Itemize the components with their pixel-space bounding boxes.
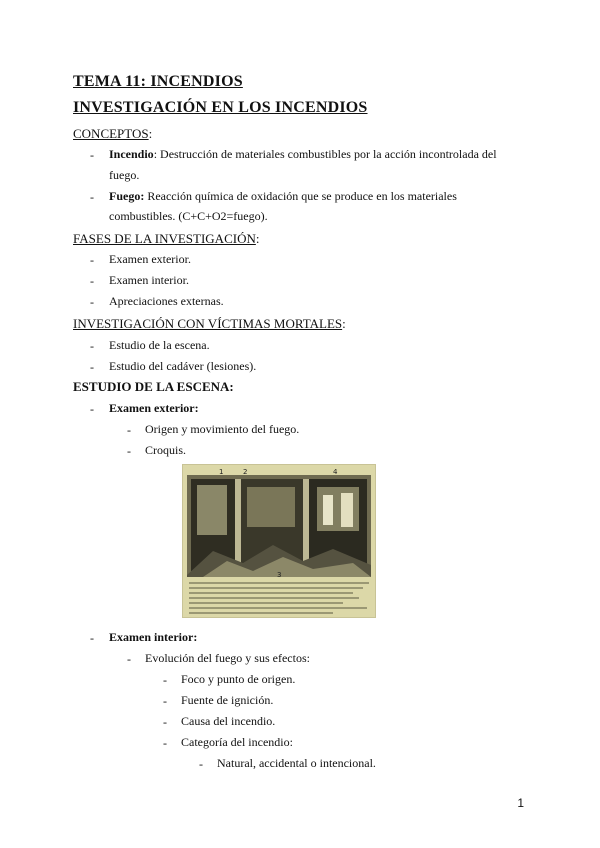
bullet-dash: - bbox=[163, 673, 167, 687]
interior-sub: Evolución del fuego y sus efectos: bbox=[145, 651, 310, 665]
page-number: 1 bbox=[517, 796, 524, 810]
interior-item: Categoría del incendio: bbox=[181, 735, 293, 749]
figure-label: 2 bbox=[243, 468, 248, 476]
croquis-photo-graphic bbox=[183, 465, 375, 617]
bullet-dash: - bbox=[90, 360, 94, 374]
fase-item: Examen exterior. bbox=[109, 252, 191, 266]
interior-item: Fuente de ignición. bbox=[181, 693, 274, 707]
bullet-dash: - bbox=[90, 295, 94, 309]
title-investigacion: INVESTIGACIÓN EN LOS INCENDIOS bbox=[73, 99, 368, 116]
figure-label: 4 bbox=[333, 468, 338, 476]
exterior-item: Croquis. bbox=[145, 443, 187, 457]
heading-estudio-escena: ESTUDIO DE LA ESCENA: bbox=[73, 379, 234, 394]
heading-victimas: INVESTIGACIÓN CON VÍCTIMAS MORTALES: bbox=[73, 316, 346, 331]
interior-item: Causa del incendio. bbox=[181, 714, 276, 728]
bullet-dash: - bbox=[90, 190, 94, 204]
bullet-dash: - bbox=[90, 631, 94, 645]
title-tema: TEMA 11: INCENDIOS bbox=[73, 73, 243, 90]
bullet-dash: - bbox=[90, 402, 94, 416]
bullet-dash: - bbox=[90, 339, 94, 353]
examen-exterior-label: Examen exterior: bbox=[109, 401, 199, 415]
bullet-dash: - bbox=[90, 148, 94, 162]
bullet-dash: - bbox=[163, 694, 167, 708]
heading-conceptos: CONCEPTOS: bbox=[73, 126, 153, 141]
examen-interior-label: Examen interior: bbox=[109, 630, 198, 644]
victimas-item: Estudio de la escena. bbox=[109, 338, 210, 352]
concept-fuego-cont: combustibles. (C+C+O2=fuego). bbox=[109, 209, 268, 223]
bullet-dash: - bbox=[90, 274, 94, 288]
fase-item: Apreciaciones externas. bbox=[109, 294, 224, 308]
interior-subsub: Natural, accidental o intencional. bbox=[217, 756, 376, 770]
bullet-dash: - bbox=[90, 253, 94, 267]
interior-item: Foco y punto de origen. bbox=[181, 672, 296, 686]
croquis-photo bbox=[182, 464, 376, 618]
concept-incendio-cont: fuego. bbox=[109, 168, 140, 182]
bullet-dash: - bbox=[163, 715, 167, 729]
bullet-dash: - bbox=[127, 444, 131, 458]
bullet-dash: - bbox=[163, 736, 167, 750]
concept-fuego: Fuego: Reacción química de oxidación que se produce en los materiales bbox=[109, 189, 457, 203]
concept-incendio: Incendio: Destrucción de materiales combustibles por la acción incontrolada del bbox=[109, 147, 497, 161]
heading-fases: FASES DE LA INVESTIGACIÓN: bbox=[73, 231, 260, 246]
victimas-item: Estudio del cadáver (lesiones). bbox=[109, 359, 257, 373]
bullet-dash: - bbox=[127, 423, 131, 437]
bullet-dash: - bbox=[127, 652, 131, 666]
figure-label: 1 bbox=[219, 468, 224, 476]
bullet-dash: - bbox=[199, 757, 203, 771]
fase-item: Examen interior. bbox=[109, 273, 189, 287]
exterior-item: Origen y movimiento del fuego. bbox=[145, 422, 300, 436]
figure-label: 3 bbox=[277, 571, 282, 579]
